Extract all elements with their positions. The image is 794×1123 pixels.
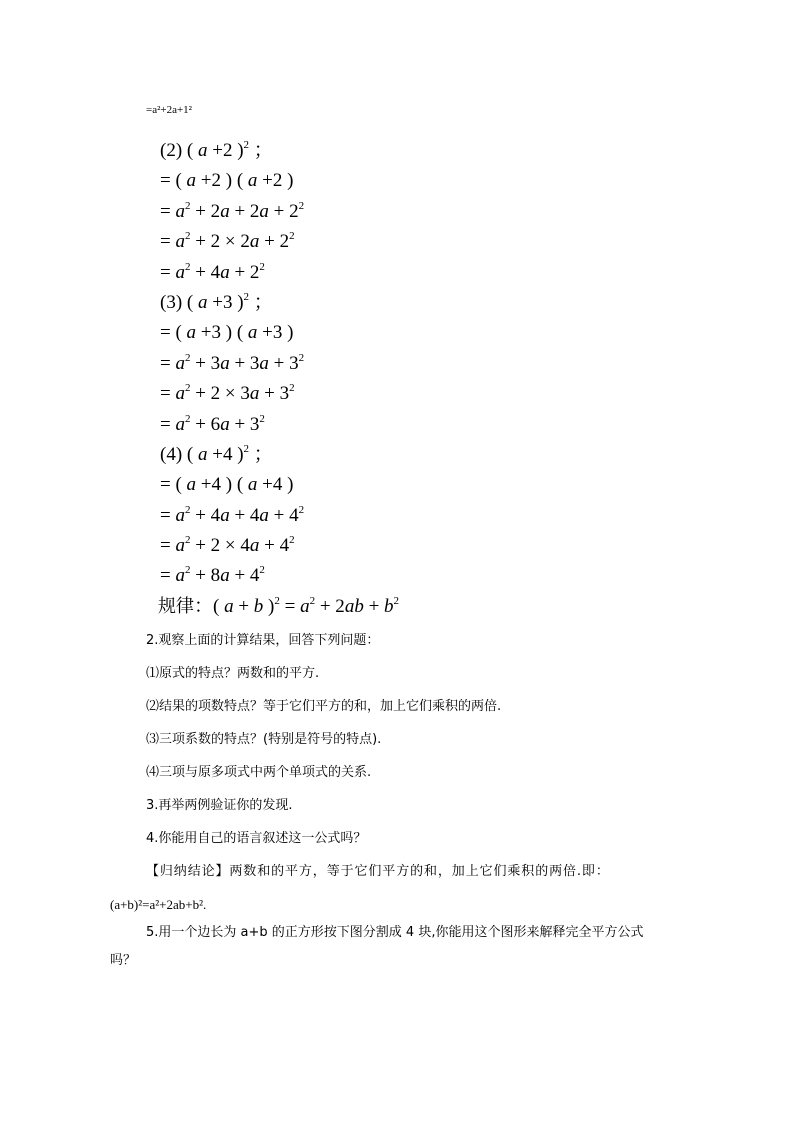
question-2-part-1: ⑴原式的特点？两数和的平方.	[146, 666, 320, 681]
question-2-part-4: ⑷三项与原多项式中两个单项式的关系.	[146, 765, 372, 780]
question-2: 2.观察上面的计算结果，回答下列问题：	[146, 633, 380, 648]
question-2-part-2: ⑵结果的项数特点？等于它们平方的和，加上它们乘积的两倍.	[146, 699, 502, 714]
question-5-continued: 吗？	[110, 953, 137, 968]
equation-line-8: = $a^2 + 3a + 3a + 3^2$	[160, 351, 305, 374]
equation-line-5: = $a^2 + 4a + 2^2$	[160, 260, 265, 283]
equation-line-4: = $a^2 + 2 \times 2a + 2^2$	[160, 230, 295, 253]
equation-line-1: (2) ( a +2 )$^2$ ；	[160, 139, 273, 161]
question-4: 4.你能用自己的语言叙述这一公式吗？	[146, 831, 367, 846]
equation-line-9: = $a^2 + 2 \times 3a + 3^2$	[160, 382, 295, 405]
equation-line-2: = ( a +2 ) ( a +2 )	[160, 170, 294, 192]
equation-line-11: (4) ( a +4 )$^2$ ；	[160, 442, 273, 465]
rule-label: 规律	[158, 595, 194, 617]
question-2-part-3: ⑶三项系数的特点？(特别是符号的特点).	[146, 732, 382, 747]
equation-line-10: = $a^2 + 6a + 3^2$	[160, 412, 265, 435]
equation-line-3: = $a^2 + 2a + 2a + 2^2$	[160, 199, 305, 222]
conclusion-formula: (a+b)²=a²+2ab+b².	[110, 897, 207, 912]
rule-formula: 规律：( a + b )$^2 = a^2 + 2ab + b^2$	[158, 594, 400, 617]
question-5: 5.用一个边长为 a+b 的正方形按下图分割成 4 块,你能用这个图形来解释完全平方公式	[146, 925, 644, 940]
worked-examples	[158, 136, 618, 622]
equation-line-15: = $a^2 + 8a + 4^2$	[160, 564, 265, 587]
equation-line-14: = $a^2 + 2 \times 4a + 4^2$	[160, 534, 295, 557]
equation-line-13: = $a^2 + 4a + 4a + 4^2$	[160, 503, 305, 526]
equation-line-7: = ( a +3 ) ( a +3 )	[160, 322, 294, 344]
expansion-result-line: =a²+2a+1²	[146, 104, 192, 116]
equation-line-12: = ( a +4 ) ( a +4 )	[160, 474, 294, 496]
equation-line-6: (3) ( a +3 )$^2$ ；	[160, 290, 273, 313]
conclusion: 【归纳结论】两数和的平方，等于它们平方的和，加上它们乘积的两倍.即：	[146, 864, 610, 879]
question-3: 3.再举两例验证你的发现.	[146, 798, 293, 813]
